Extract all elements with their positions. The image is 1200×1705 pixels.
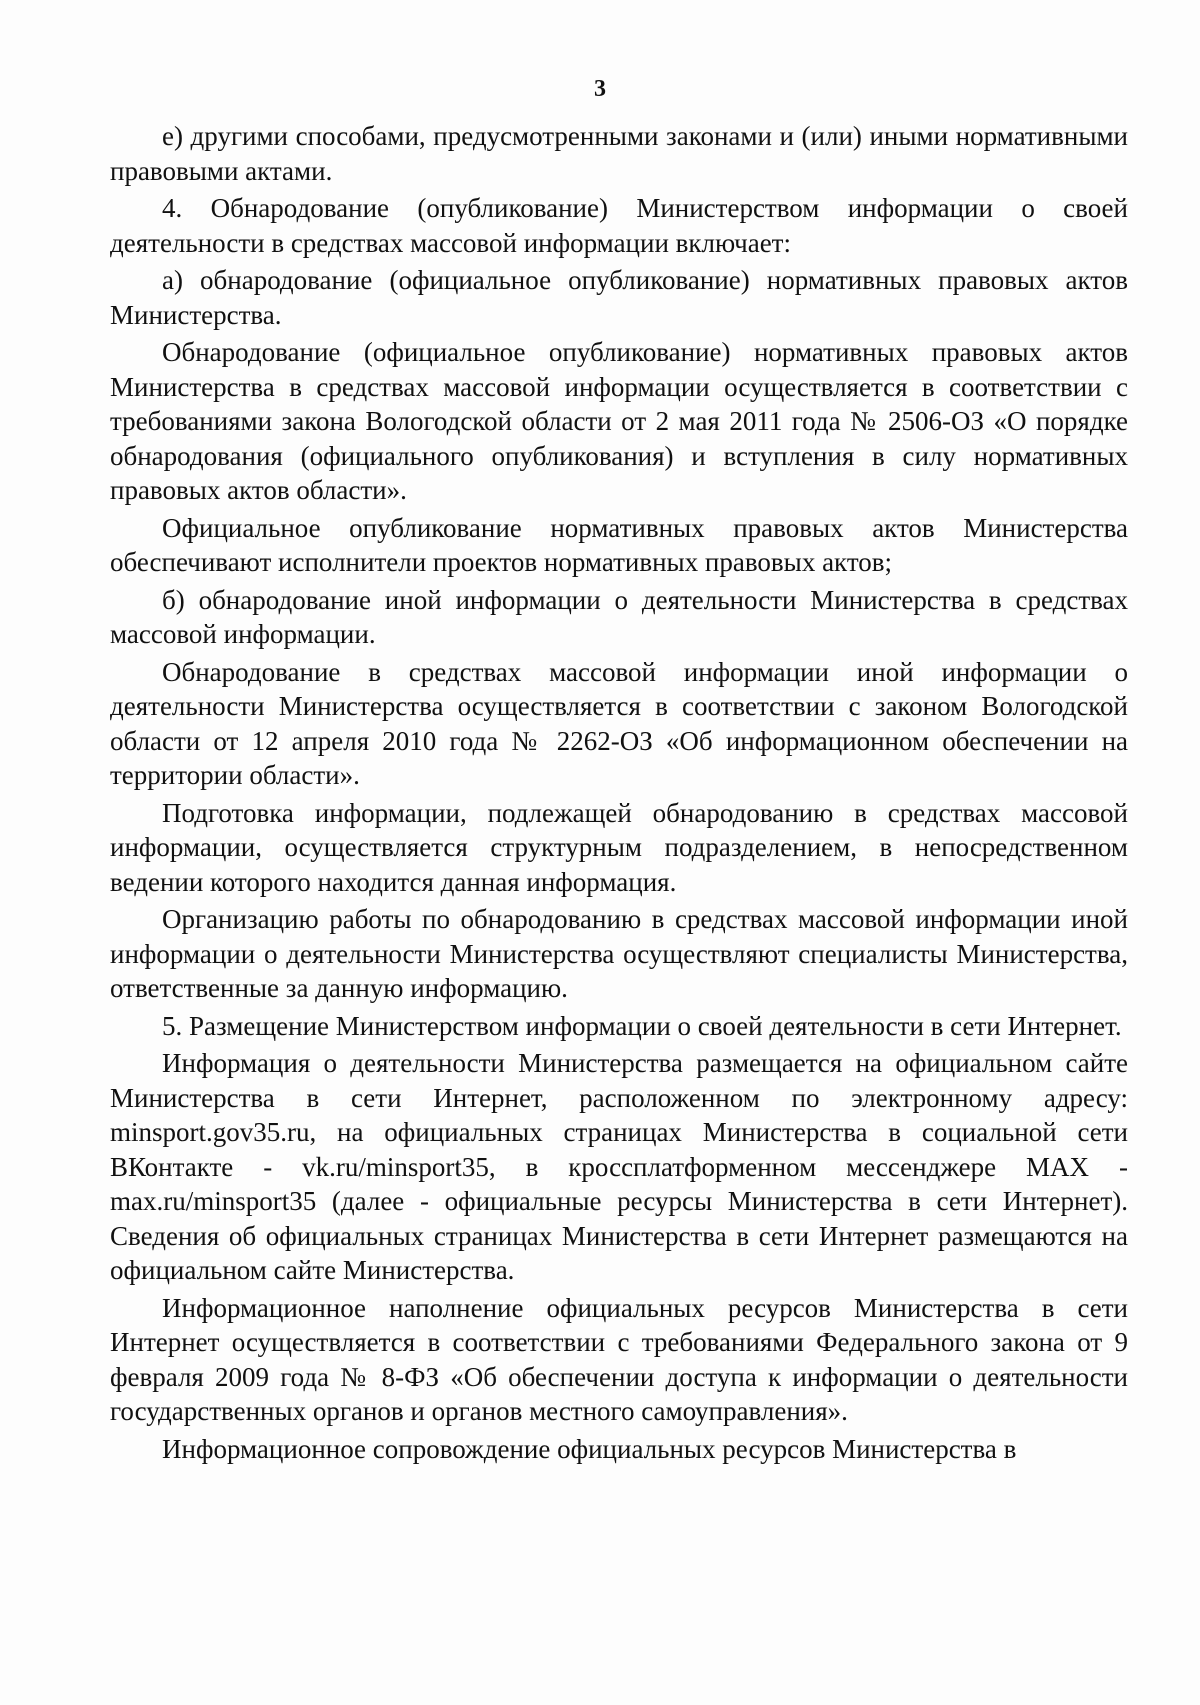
paragraph: е) другими способами, предусмотренными законами и (или) иными нормативными правовыми актами. xyxy=(110,121,1128,186)
paragraph: Информационное наполнение официальных ресурсов Министерства в сети Интернет осуществляется в соответствии с требованиями Федерального закона от 9 февраля 2009 года № 8-ФЗ «Об обеспечении доступа к информации о деятельности государственных органов и органов местного самоуправления». xyxy=(110,1292,1128,1426)
paragraph: а) обнародование (официальное опубликование) нормативных правовых актов Министерства. xyxy=(110,265,1128,330)
paragraph: 5. Размещение Министерством информации о своей деятельности в сети Интернет. xyxy=(162,1010,1122,1041)
paragraph: б) обнародование иной информации о деятельности Министерства в средствах массовой информации. xyxy=(110,584,1128,649)
paragraph: Обнародование в средствах массовой информации иной информации о деятельности Министерства осуществляется в соответствии с законом Вологодской области от 12 апреля 2010 года № 2262-ОЗ «Об информационном обеспечении на территории области». xyxy=(110,656,1128,790)
page-number: 3 xyxy=(594,76,606,102)
paragraph: Информационное сопровождение официальных ресурсов Министерства в xyxy=(162,1433,1017,1464)
paragraph: Организацию работы по обнародованию в средствах массовой информации иной информации о деятельности Министерства осуществляют специалисты Министерства, ответственные за данную информацию. xyxy=(110,904,1128,1003)
paragraph: Информация о деятельности Министерства размещается на официальном сайте Министерства в сети Интернет, расположенном по электронному адресу: minsport.gov35.ru, на официальных страницах Министерства в социальной сети ВКонтакте - vk.ru/minsport35, в кроссплатформенном мессенджере MAX - max.ru/minsport35 (далее - официальные ресурсы Министерства в сети Интернет). Сведения об официальных страницах Министерства в сети Интернет размещаются на официальном сайте Министерства. xyxy=(110,1048,1128,1285)
paragraph: 4. Обнародование (опубликование) Министерством информации о своей деятельности в средствах массовой информации включает: xyxy=(110,193,1128,258)
document-body xyxy=(110,119,1128,1466)
paragraph: Подготовка информации, подлежащей обнародованию в средствах массовой информации, осуществляется структурным подразделением, в непосредственном ведении которого находится данная информация. xyxy=(110,797,1128,897)
paragraph: Обнародование (официальное опубликование) нормативных правовых актов Министерства в средствах массовой информации осуществляется в соответствии с требованиями закона Вологодской области от 2 мая 2011 года № 2506-ОЗ «О порядке обнародования (официального опубликования) и вступления в силу нормативных правовых актов области». xyxy=(110,337,1128,505)
paragraph: Официальное опубликование нормативных правовых актов Министерства обеспечивают исполнители проектов нормативных правовых актов; xyxy=(110,512,1128,577)
